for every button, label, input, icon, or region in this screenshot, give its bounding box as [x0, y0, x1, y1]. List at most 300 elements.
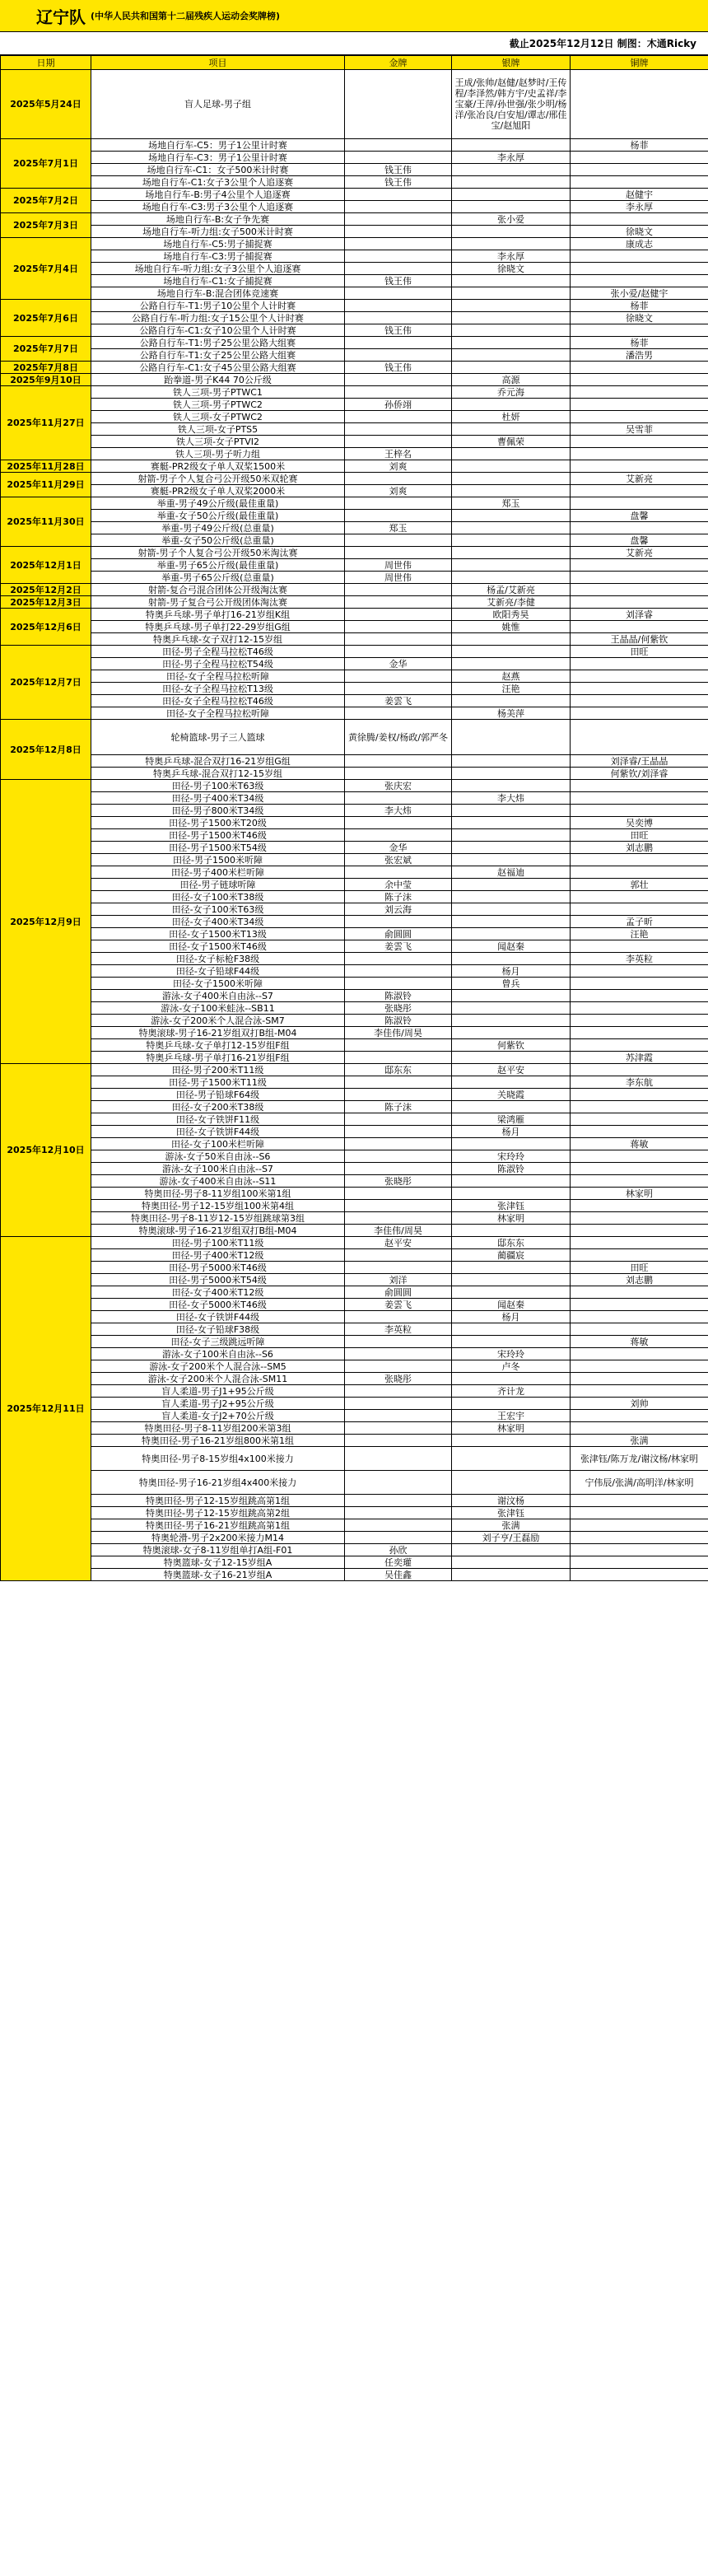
table-row [1, 497, 708, 510]
silver-cell [452, 953, 571, 965]
event-cell: 田径-男子800米T34级 [91, 805, 345, 817]
gold-cell: 钱王伟 [345, 164, 452, 176]
table-row [1, 1507, 708, 1519]
gold-cell: 余中莹 [345, 879, 452, 891]
bronze-cell [571, 1323, 708, 1336]
gold-cell: 李佳伟/周昊 [345, 1225, 452, 1237]
event-cell: 场地自行车-听力组:女子500米计时赛 [91, 226, 345, 238]
event-cell: 田径-女子100米T38级 [91, 891, 345, 903]
silver-cell: 宋玲玲 [452, 1348, 571, 1360]
bronze-cell: 张小爱/赵健宇 [571, 287, 708, 300]
gold-cell [345, 916, 452, 928]
table-row [1, 374, 708, 386]
date-cell: 2025年11月28日 [1, 460, 91, 473]
gold-cell [345, 510, 452, 522]
bronze-cell [571, 362, 708, 374]
silver-cell [452, 1188, 571, 1200]
event-cell: 田径-男子链球听障 [91, 879, 345, 891]
silver-cell [452, 903, 571, 916]
table-row [1, 1532, 708, 1544]
gold-cell: 李佳伟/周昊 [345, 1027, 452, 1039]
bronze-cell [571, 448, 708, 460]
date-cell: 2025年12月3日 [1, 596, 91, 609]
table-row [1, 1398, 708, 1410]
date-cell: 2025年5月24日 [1, 70, 91, 139]
bronze-cell [571, 1286, 708, 1299]
event-cell: 田径-男子400米T12级 [91, 1249, 345, 1262]
event-cell: 田径-女子1500米T13级 [91, 928, 345, 940]
silver-cell [452, 423, 571, 436]
silver-cell [452, 201, 571, 213]
table-row [1, 596, 708, 609]
table-row [1, 768, 708, 780]
silver-cell [452, 780, 571, 792]
table-row [1, 164, 708, 176]
table-row [1, 609, 708, 621]
silver-cell [452, 460, 571, 473]
gold-cell [345, 473, 452, 485]
bronze-cell [571, 1532, 708, 1544]
table-row [1, 250, 708, 263]
date-cell: 2025年11月27日 [1, 386, 91, 460]
gold-cell: 黄徐腾/姜权/杨政/郭严冬 [345, 720, 452, 755]
event-cell: 田径-女子5000米T46级 [91, 1299, 345, 1311]
silver-cell [452, 805, 571, 817]
silver-cell [452, 275, 571, 287]
table-row [1, 189, 708, 201]
table-row [1, 534, 708, 547]
silver-cell [452, 755, 571, 768]
gold-cell [345, 1336, 452, 1348]
title-bar [0, 0, 708, 32]
event-cell: 特奥乒乓球-女子单打12-15岁组F组 [91, 1039, 345, 1052]
bronze-cell: 田旺 [571, 829, 708, 842]
event-cell: 田径-女子1500米T46级 [91, 940, 345, 953]
column-header-date: 日期 [1, 56, 91, 70]
event-cell: 田径-男子1500米T54级 [91, 842, 345, 854]
event-cell: 场地自行车-C5:男子捕捉赛 [91, 238, 345, 250]
event-cell: 场地自行车-C3:男子3公里个人追逐赛 [91, 201, 345, 213]
event-cell: 特奥轮滑-男子2x200米接力M14 [91, 1532, 345, 1544]
table-row [1, 1556, 708, 1569]
date-cell: 2025年12月11日 [1, 1237, 91, 1581]
gold-cell [345, 534, 452, 547]
bronze-cell [571, 1544, 708, 1556]
table-row [1, 978, 708, 990]
event-cell: 特奥乒乓球-男子单打16-21岁组F组 [91, 1052, 345, 1064]
bronze-cell: 赵健宇 [571, 189, 708, 201]
event-cell: 游泳-女子200米个人混合泳-SM11 [91, 1373, 345, 1385]
table-row [1, 213, 708, 226]
date-cell: 2025年12月1日 [1, 547, 91, 584]
event-cell: 田径-女子三级跳远听障 [91, 1336, 345, 1348]
event-cell: 公路自行车-T1:男子25公里公路大组赛 [91, 337, 345, 349]
silver-cell: 杨月 [452, 965, 571, 978]
gold-cell [345, 1163, 452, 1175]
bronze-cell [571, 596, 708, 609]
bronze-cell: 刘帅 [571, 1398, 708, 1410]
table-row [1, 1495, 708, 1507]
silver-cell [452, 547, 571, 559]
event-cell: 特奥乒乓球-混合双打16-21岁组G组 [91, 755, 345, 768]
bronze-cell: 李永厚 [571, 201, 708, 213]
subtitle-bar [0, 32, 708, 55]
table-row [1, 891, 708, 903]
gold-cell [345, 1113, 452, 1126]
event-cell: 特奥田径-男子12-15岁组100米第4组 [91, 1200, 345, 1212]
silver-cell [452, 1398, 571, 1410]
header-row [1, 56, 708, 70]
table-row [1, 1052, 708, 1064]
event-cell: 特奥乒乓球-混合双打12-15岁组 [91, 768, 345, 780]
bronze-cell: 张津钰/陈万龙/谢汶杨/林家明 [571, 1447, 708, 1471]
gold-cell [345, 312, 452, 324]
event-cell: 田径-男子铅球F64级 [91, 1089, 345, 1101]
event-cell: 田径-女子标枪F38级 [91, 953, 345, 965]
bronze-cell [571, 978, 708, 990]
bronze-cell: 李东航 [571, 1076, 708, 1089]
silver-cell [452, 1569, 571, 1581]
gold-cell [345, 965, 452, 978]
event-cell: 田径-男子5000米T54级 [91, 1274, 345, 1286]
bronze-cell [571, 1002, 708, 1015]
bronze-cell [571, 399, 708, 411]
event-cell: 游泳-女子100米自由泳--S7 [91, 1163, 345, 1175]
silver-cell [452, 891, 571, 903]
event-cell: 场地自行车-C1:女子捕捉赛 [91, 275, 345, 287]
bronze-cell [571, 374, 708, 386]
silver-cell: 张小爱 [452, 213, 571, 226]
gold-cell: 俞圆圆 [345, 1286, 452, 1299]
table-row [1, 633, 708, 646]
table-row [1, 510, 708, 522]
event-cell: 公路自行车-T1:男子10公里个人计时赛 [91, 300, 345, 312]
silver-cell: 姚惟 [452, 621, 571, 633]
silver-cell [452, 1027, 571, 1039]
silver-cell: 李大炜 [452, 792, 571, 805]
table-row [1, 1175, 708, 1188]
event-cell: 田径-女子铅球F38级 [91, 1323, 345, 1336]
table-row [1, 1360, 708, 1373]
table-row [1, 866, 708, 879]
bronze-cell [571, 866, 708, 879]
gold-cell [345, 1212, 452, 1225]
silver-cell [452, 238, 571, 250]
table-row [1, 399, 708, 411]
silver-cell [452, 1286, 571, 1299]
bronze-cell: 吴奕博 [571, 817, 708, 829]
table-row [1, 362, 708, 374]
event-cell: 特奥篮球-女子16-21岁组A [91, 1569, 345, 1581]
bronze-cell: 徐晓文 [571, 312, 708, 324]
silver-cell: 赵福迪 [452, 866, 571, 879]
event-cell: 特奥田径-男子16-21岁组800米第1组 [91, 1435, 345, 1447]
bronze-cell: 潘浩男 [571, 349, 708, 362]
event-cell: 举重-男子49公斤级(最佳重量) [91, 497, 345, 510]
gold-cell: 刘爽 [345, 485, 452, 497]
date-cell: 2025年7月8日 [1, 362, 91, 374]
silver-cell [452, 448, 571, 460]
gold-cell: 姜雲飞 [345, 695, 452, 707]
table-row [1, 1410, 708, 1422]
bronze-cell [571, 1299, 708, 1311]
bronze-cell [571, 1311, 708, 1323]
table-row [1, 572, 708, 584]
event-cell: 游泳-女子100米自由泳--S6 [91, 1348, 345, 1360]
date-cell: 2025年7月6日 [1, 300, 91, 337]
event-cell: 场地自行车-B:男子4公里个人追逐赛 [91, 189, 345, 201]
table-row [1, 1039, 708, 1052]
table-row [1, 1311, 708, 1323]
bronze-cell [571, 386, 708, 399]
gold-cell [345, 287, 452, 300]
table-row [1, 965, 708, 978]
bronze-cell [571, 695, 708, 707]
silver-cell [452, 990, 571, 1002]
event-cell: 田径-男子400米栏听障 [91, 866, 345, 879]
silver-cell [452, 695, 571, 707]
gold-cell: 刘爽 [345, 460, 452, 473]
gold-cell [345, 1385, 452, 1398]
bronze-cell [571, 990, 708, 1002]
event-cell: 铁人三项-男子PTWC1 [91, 386, 345, 399]
bronze-cell: 艾新亮 [571, 547, 708, 559]
event-cell: 田径-女子铁饼F11级 [91, 1113, 345, 1126]
bronze-cell: 田旺 [571, 646, 708, 658]
silver-cell [452, 1225, 571, 1237]
event-cell: 田径-男子1500米T46级 [91, 829, 345, 842]
silver-cell: 郑玉 [452, 497, 571, 510]
table-row [1, 1519, 708, 1532]
event-cell: 举重-女子50公斤级(总重量) [91, 534, 345, 547]
table-row [1, 263, 708, 275]
table-row [1, 953, 708, 965]
gold-cell [345, 633, 452, 646]
silver-cell: 杨孟/艾新亮 [452, 584, 571, 596]
table-row [1, 1237, 708, 1249]
table-row [1, 1274, 708, 1286]
table-row [1, 1323, 708, 1336]
gold-cell [345, 1188, 452, 1200]
event-cell: 公路自行车-C1:女子45公里公路大组赛 [91, 362, 345, 374]
silver-cell: 林家明 [452, 1212, 571, 1225]
silver-cell [452, 485, 571, 497]
table-row [1, 1113, 708, 1126]
bronze-cell [571, 805, 708, 817]
gold-cell [345, 189, 452, 201]
event-cell: 田径-女子100米T63级 [91, 903, 345, 916]
silver-cell [452, 1471, 571, 1495]
event-cell: 游泳-女子50米自由泳--S6 [91, 1150, 345, 1163]
date-cell: 2025年7月7日 [1, 337, 91, 362]
event-cell: 田径-女子全程马拉松T13级 [91, 683, 345, 695]
gold-cell [345, 1519, 452, 1532]
date-cell: 2025年12月9日 [1, 780, 91, 1064]
gold-cell: 姜雲飞 [345, 1299, 452, 1311]
event-cell: 铁人三项-女子PTWC2 [91, 411, 345, 423]
table-row [1, 300, 708, 312]
gold-cell [345, 349, 452, 362]
date-cell: 2025年11月29日 [1, 473, 91, 497]
table-row [1, 386, 708, 399]
gold-cell [345, 497, 452, 510]
gold-cell: 钱王伟 [345, 324, 452, 337]
silver-cell: 乔元海 [452, 386, 571, 399]
event-cell: 盲人柔道-男子J1+95公斤级 [91, 1385, 345, 1398]
bronze-cell [571, 720, 708, 755]
event-cell: 游泳-女子200米个人混合泳--SM5 [91, 1360, 345, 1373]
event-cell: 盲人柔道-男子J2+95公斤级 [91, 1398, 345, 1410]
bronze-cell [571, 658, 708, 670]
table-row [1, 1126, 708, 1138]
silver-cell: 曹佩荣 [452, 436, 571, 448]
table-row [1, 547, 708, 559]
gold-cell [345, 213, 452, 226]
table-row [1, 707, 708, 720]
table-row [1, 928, 708, 940]
table-row [1, 485, 708, 497]
column-header-event: 项目 [91, 56, 345, 70]
bronze-cell: 刘志鹏 [571, 842, 708, 854]
table-row [1, 903, 708, 916]
event-cell: 场地自行车-C1:女子3公里个人追逐赛 [91, 176, 345, 189]
silver-cell: 杜妍 [452, 411, 571, 423]
gold-cell [345, 1126, 452, 1138]
silver-cell: 张津钰 [452, 1507, 571, 1519]
silver-cell [452, 362, 571, 374]
table-row [1, 522, 708, 534]
event-cell: 田径-女子全程马拉松听障 [91, 670, 345, 683]
silver-cell: 张满 [452, 1519, 571, 1532]
bronze-cell [571, 707, 708, 720]
gold-cell [345, 792, 452, 805]
gold-cell: 任奕瓘 [345, 1556, 452, 1569]
table-row [1, 584, 708, 596]
event-cell: 特奥滚球-女子8-11岁组单打A组-F01 [91, 1544, 345, 1556]
gold-cell [345, 1532, 452, 1544]
table-row [1, 1150, 708, 1163]
silver-cell: 杨月 [452, 1126, 571, 1138]
bronze-cell [571, 1175, 708, 1188]
table-row [1, 720, 708, 755]
gold-cell [345, 201, 452, 213]
table-row [1, 423, 708, 436]
gold-cell: 张宏斌 [345, 854, 452, 866]
event-cell: 游泳-女子400米自由泳--S7 [91, 990, 345, 1002]
table-row [1, 1569, 708, 1581]
silver-cell [452, 522, 571, 534]
silver-cell: 艾新亮/李健 [452, 596, 571, 609]
gold-cell [345, 1076, 452, 1089]
bronze-cell [571, 621, 708, 633]
bronze-cell: 苏津霞 [571, 1052, 708, 1064]
gold-cell [345, 263, 452, 275]
silver-cell: 邸东东 [452, 1237, 571, 1249]
bronze-cell [571, 324, 708, 337]
bronze-cell: 杨菲 [571, 139, 708, 152]
silver-cell: 李永厚 [452, 250, 571, 263]
event-cell: 盲人柔道-女子J2+70公斤级 [91, 1410, 345, 1422]
table-row [1, 842, 708, 854]
gold-cell [345, 817, 452, 829]
silver-cell [452, 534, 571, 547]
silver-cell [452, 658, 571, 670]
gold-cell [345, 152, 452, 164]
bronze-cell [571, 460, 708, 473]
bronze-cell: 何紫钦/刘泽睿 [571, 768, 708, 780]
event-cell: 射箭-男子复合弓公开级团体淘汰赛 [91, 596, 345, 609]
team-title: 辽宁队 [36, 7, 86, 27]
table-row [1, 1435, 708, 1447]
silver-cell [452, 473, 571, 485]
silver-cell: 蔺疆宸 [452, 1249, 571, 1262]
silver-cell: 张津钰 [452, 1200, 571, 1212]
event-cell: 场地自行车-C3:男子捕捉赛 [91, 250, 345, 263]
table-body [1, 70, 708, 1581]
silver-cell: 王成/张帅/赵健/赵梦时/王传程/李泽然/韩方宇/史孟祥/李宝豪/王萍/孙世强/张少明/杨洋/张冶良/白安旭/谭志/邢佳宝/赵旭阳 [452, 70, 571, 139]
event-cell: 田径-女子1500米听障 [91, 978, 345, 990]
bronze-cell [571, 1163, 708, 1175]
silver-cell: 闻赵秦 [452, 1299, 571, 1311]
table-row [1, 1471, 708, 1495]
silver-cell [452, 1323, 571, 1336]
gold-cell [345, 646, 452, 658]
silver-cell [452, 300, 571, 312]
bronze-cell: 蒋敏 [571, 1336, 708, 1348]
table-row [1, 1336, 708, 1348]
silver-cell: 陈淑铃 [452, 1163, 571, 1175]
gold-cell: 孙欣 [345, 1544, 452, 1556]
table-row [1, 1422, 708, 1435]
event-cell: 特奥乒乓球-女子双打12-15岁组 [91, 633, 345, 646]
bronze-cell [571, 152, 708, 164]
gold-cell [345, 1435, 452, 1447]
gold-cell: 陈子沫 [345, 891, 452, 903]
event-cell: 公路自行车-T1:女子25公里公路大组赛 [91, 349, 345, 362]
event-cell: 田径-男子400米T34级 [91, 792, 345, 805]
bronze-cell [571, 584, 708, 596]
table-row [1, 916, 708, 928]
event-cell: 铁人三项-男子PTWC2 [91, 399, 345, 411]
gold-cell: 张晓彤 [345, 1175, 452, 1188]
bronze-cell [571, 275, 708, 287]
table-row [1, 1373, 708, 1385]
bronze-cell: 张满 [571, 1435, 708, 1447]
silver-cell: 林家明 [452, 1422, 571, 1435]
silver-cell [452, 928, 571, 940]
date-cell: 2025年7月4日 [1, 238, 91, 300]
gold-cell: 张晓彤 [345, 1002, 452, 1015]
event-cell: 田径-男子1500米T11级 [91, 1076, 345, 1089]
silver-cell: 杨美萍 [452, 707, 571, 720]
event-cell: 田径-女子铅球F44级 [91, 965, 345, 978]
silver-cell [452, 349, 571, 362]
event-cell: 特奥滚球-男子16-21岁组双打B组-M04 [91, 1027, 345, 1039]
table-row [1, 1212, 708, 1225]
silver-cell: 欧阳秀昊 [452, 609, 571, 621]
gold-cell [345, 584, 452, 596]
bronze-cell [571, 1101, 708, 1113]
gold-cell [345, 411, 452, 423]
event-cell: 举重-男子65公斤级(最佳重量) [91, 559, 345, 572]
silver-cell [452, 842, 571, 854]
table-row [1, 1447, 708, 1471]
bronze-cell [571, 683, 708, 695]
bronze-cell [571, 1113, 708, 1126]
silver-cell: 杨月 [452, 1311, 571, 1323]
bronze-cell [571, 436, 708, 448]
bronze-cell [571, 792, 708, 805]
